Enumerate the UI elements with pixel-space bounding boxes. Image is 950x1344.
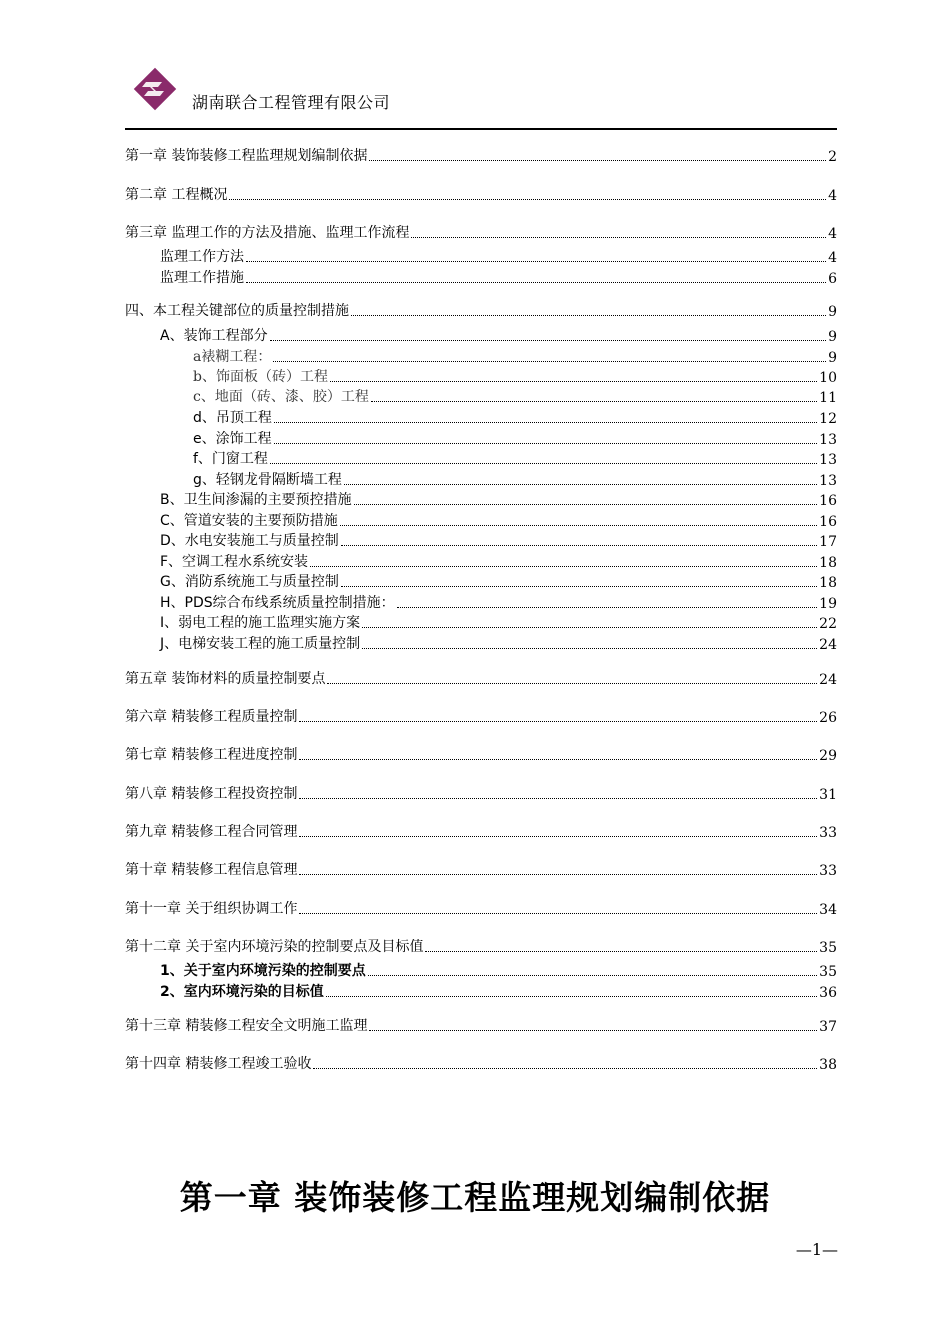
toc-entry[interactable] [160,325,837,345]
toc-leader [362,627,817,628]
toc-page-number: 4 [828,226,837,242]
toc-leader [341,545,817,546]
toc-leader [274,422,817,423]
toc-leader [330,381,817,382]
toc-entry[interactable] [193,346,837,366]
toc-leader [326,996,817,997]
toc-entry-title: f、门窗工程 [193,451,268,467]
toc-entry[interactable] [125,706,837,726]
toc-entry[interactable] [160,592,837,612]
toc-entry[interactable] [125,668,837,688]
toc-entry-title: b、饰面板（砖）工程 [193,369,328,385]
toc-leader [369,1030,817,1031]
toc-entry[interactable] [125,744,837,764]
toc-page-number: 12 [819,411,837,427]
header-divider [125,128,837,130]
toc-entry-title: 第十章 精装修工程信息管理 [125,862,298,878]
toc-page-number: 4 [828,188,837,204]
toc-page-number: 33 [819,863,837,879]
toc-page-number: 33 [819,825,837,841]
toc-leader [327,683,817,684]
toc-page-number: 6 [828,271,837,287]
toc-entry[interactable] [160,960,837,980]
toc-entry[interactable] [193,366,837,386]
toc-leader [299,721,817,722]
toc-leader [299,836,817,837]
toc-entry-title: J、电梯安装工程的施工质量控制 [160,636,361,652]
toc-page-number: 9 [828,350,837,366]
toc-entry-title: I、弱电工程的施工监理实施方案 [160,615,361,631]
toc-entry-title: 第一章 装饰装修工程监理规划编制依据 [125,148,368,164]
toc-leader [299,874,817,875]
toc-page-number: 34 [819,902,837,918]
toc-entry-title: g、轻钢龙骨隔断墙工程 [193,472,342,488]
toc-entry[interactable] [125,222,837,242]
toc-page-number: 38 [819,1057,837,1073]
toc-entry-title: 第十一章 关于组织协调工作 [125,901,298,917]
toc-leader [313,1068,817,1069]
toc-leader [299,759,817,760]
toc-page-number: 37 [819,1019,837,1035]
toc-leader [273,361,826,362]
toc-leader [270,340,827,341]
toc-entry-title: F、空调工程水系统安装 [160,554,309,570]
toc-page-number: 13 [819,452,837,468]
toc-page-number: 11 [819,390,837,406]
toc-entry[interactable] [125,184,837,204]
toc-leader [299,913,817,914]
toc-entry[interactable] [125,1015,837,1035]
toc-entry[interactable] [125,145,837,165]
chapter-title: 第一章 装饰装修工程监理规划编制依据 [179,1178,771,1217]
toc-entry-title: 监理工作措施 [160,270,244,286]
toc-entry-title: 第十四章 精装修工程竣工验收 [125,1056,312,1072]
toc-page-number: 13 [819,473,837,489]
toc-leader [246,261,826,262]
toc-entry[interactable] [193,469,837,489]
toc-page-number: 35 [819,964,837,980]
toc-leader [229,199,826,200]
toc-entry[interactable] [160,981,837,1001]
toc-entry[interactable] [160,267,837,287]
toc-entry[interactable] [125,936,837,956]
toc-leader [411,237,826,238]
toc-entry[interactable] [193,386,837,406]
toc-entry[interactable] [160,510,837,530]
toc-entry-title: a裱糊工程： [193,349,272,365]
toc-entry[interactable] [193,407,837,427]
toc-entry[interactable] [160,612,837,632]
toc-leader [270,463,817,464]
toc-leader [425,951,817,952]
toc-leader [340,525,817,526]
company-name: 湖南联合工程管理有限公司 [192,93,391,112]
toc-entry-title: 第五章 装饰材料的质量控制要点 [125,671,326,687]
toc-page-number: 16 [819,493,837,509]
toc-entry[interactable] [160,246,837,266]
toc-page-number: 24 [819,637,837,653]
toc-leader [246,282,826,283]
toc-page-number: 4 [828,250,837,266]
toc-leader [362,648,817,649]
toc-entry[interactable] [160,571,837,591]
toc-page-number: 9 [828,304,837,320]
toc-leader [310,566,817,567]
toc-page-number: 9 [828,329,837,345]
toc-entry-title: 四、本工程关键部位的质量控制措施 [125,303,349,319]
company-logo [132,66,178,112]
toc-entry-title: 2、室内环境污染的目标值 [160,984,324,1000]
toc-entry-title: D、水电安装施工与质量控制 [160,533,339,549]
toc-leader [341,586,817,587]
toc-entry-title: 第二章 工程概况 [125,187,228,203]
toc-entry-title: 第六章 精装修工程质量控制 [125,709,298,725]
toc-page-number: 35 [819,940,837,956]
toc-entry[interactable] [193,448,837,468]
toc-page-number: 2 [828,149,837,165]
toc-page-number: 16 [819,514,837,530]
toc-entry[interactable] [125,783,837,803]
toc-entry[interactable] [125,898,837,918]
toc-entry-title: 第九章 精装修工程合同管理 [125,824,298,840]
toc-leader [351,315,826,316]
toc-entry[interactable] [160,633,837,653]
toc-entry-title: G、消防系统施工与质量控制 [160,574,339,590]
toc-entry-title: B、卫生间渗漏的主要预控措施 [160,492,352,508]
toc-entry-title: c、地面（砖、漆、胶）工程 [193,389,369,405]
toc-page-number: 10 [819,370,837,386]
toc-page-number: 19 [819,596,837,612]
toc-page-number: 36 [819,985,837,1001]
toc-entry[interactable] [125,821,837,841]
toc-entry-title: d、吊顶工程 [193,410,272,426]
toc-entry-title: 1、关于室内环境污染的控制要点 [160,963,366,979]
toc-entry-title: 第三章 监理工作的方法及措施、监理工作流程 [125,225,410,241]
toc-entry[interactable] [125,300,837,320]
toc-entry-title: 第八章 精装修工程投资控制 [125,786,298,802]
toc-page-number: 18 [819,555,837,571]
toc-entry[interactable] [125,859,837,879]
toc-entry-title: H、PDS综合布线系统质量控制措施： [160,595,395,611]
toc-page-number: 22 [819,616,837,632]
toc-leader [354,504,818,505]
toc-entry[interactable] [193,428,837,448]
toc-entry-title: A、装饰工程部分 [160,328,268,344]
toc-entry-title: 第七章 精装修工程进度控制 [125,747,298,763]
toc-page-number: 17 [819,534,837,550]
toc-entry-title: 第十二章 关于室内环境污染的控制要点及目标值 [125,939,424,955]
toc-leader [299,798,817,799]
toc-leader [397,607,818,608]
toc-entry-title: C、管道安装的主要预防措施 [160,513,338,529]
toc-leader [369,160,826,161]
toc-leader [344,484,817,485]
toc-leader [274,443,818,444]
toc-entry[interactable] [160,530,837,550]
toc-entry-title: 监理工作方法 [160,249,244,265]
toc-entry[interactable] [125,1053,837,1073]
toc-entry-title: 第十三章 精装修工程安全文明施工监理 [125,1018,368,1034]
toc-page-number: 31 [819,787,837,803]
toc-page-number: 24 [819,672,837,688]
toc-entry[interactable] [160,489,837,509]
page-number: —1— [795,1240,838,1259]
toc-page-number: 18 [819,575,837,591]
toc-page-number: 13 [819,432,837,448]
toc-entry-title: e、涂饰工程 [193,431,272,447]
toc-page-number: 29 [819,748,837,764]
toc-page-number: 26 [819,710,837,726]
toc-leader [368,975,817,976]
toc-entry[interactable] [160,551,837,571]
toc-leader [371,401,817,402]
